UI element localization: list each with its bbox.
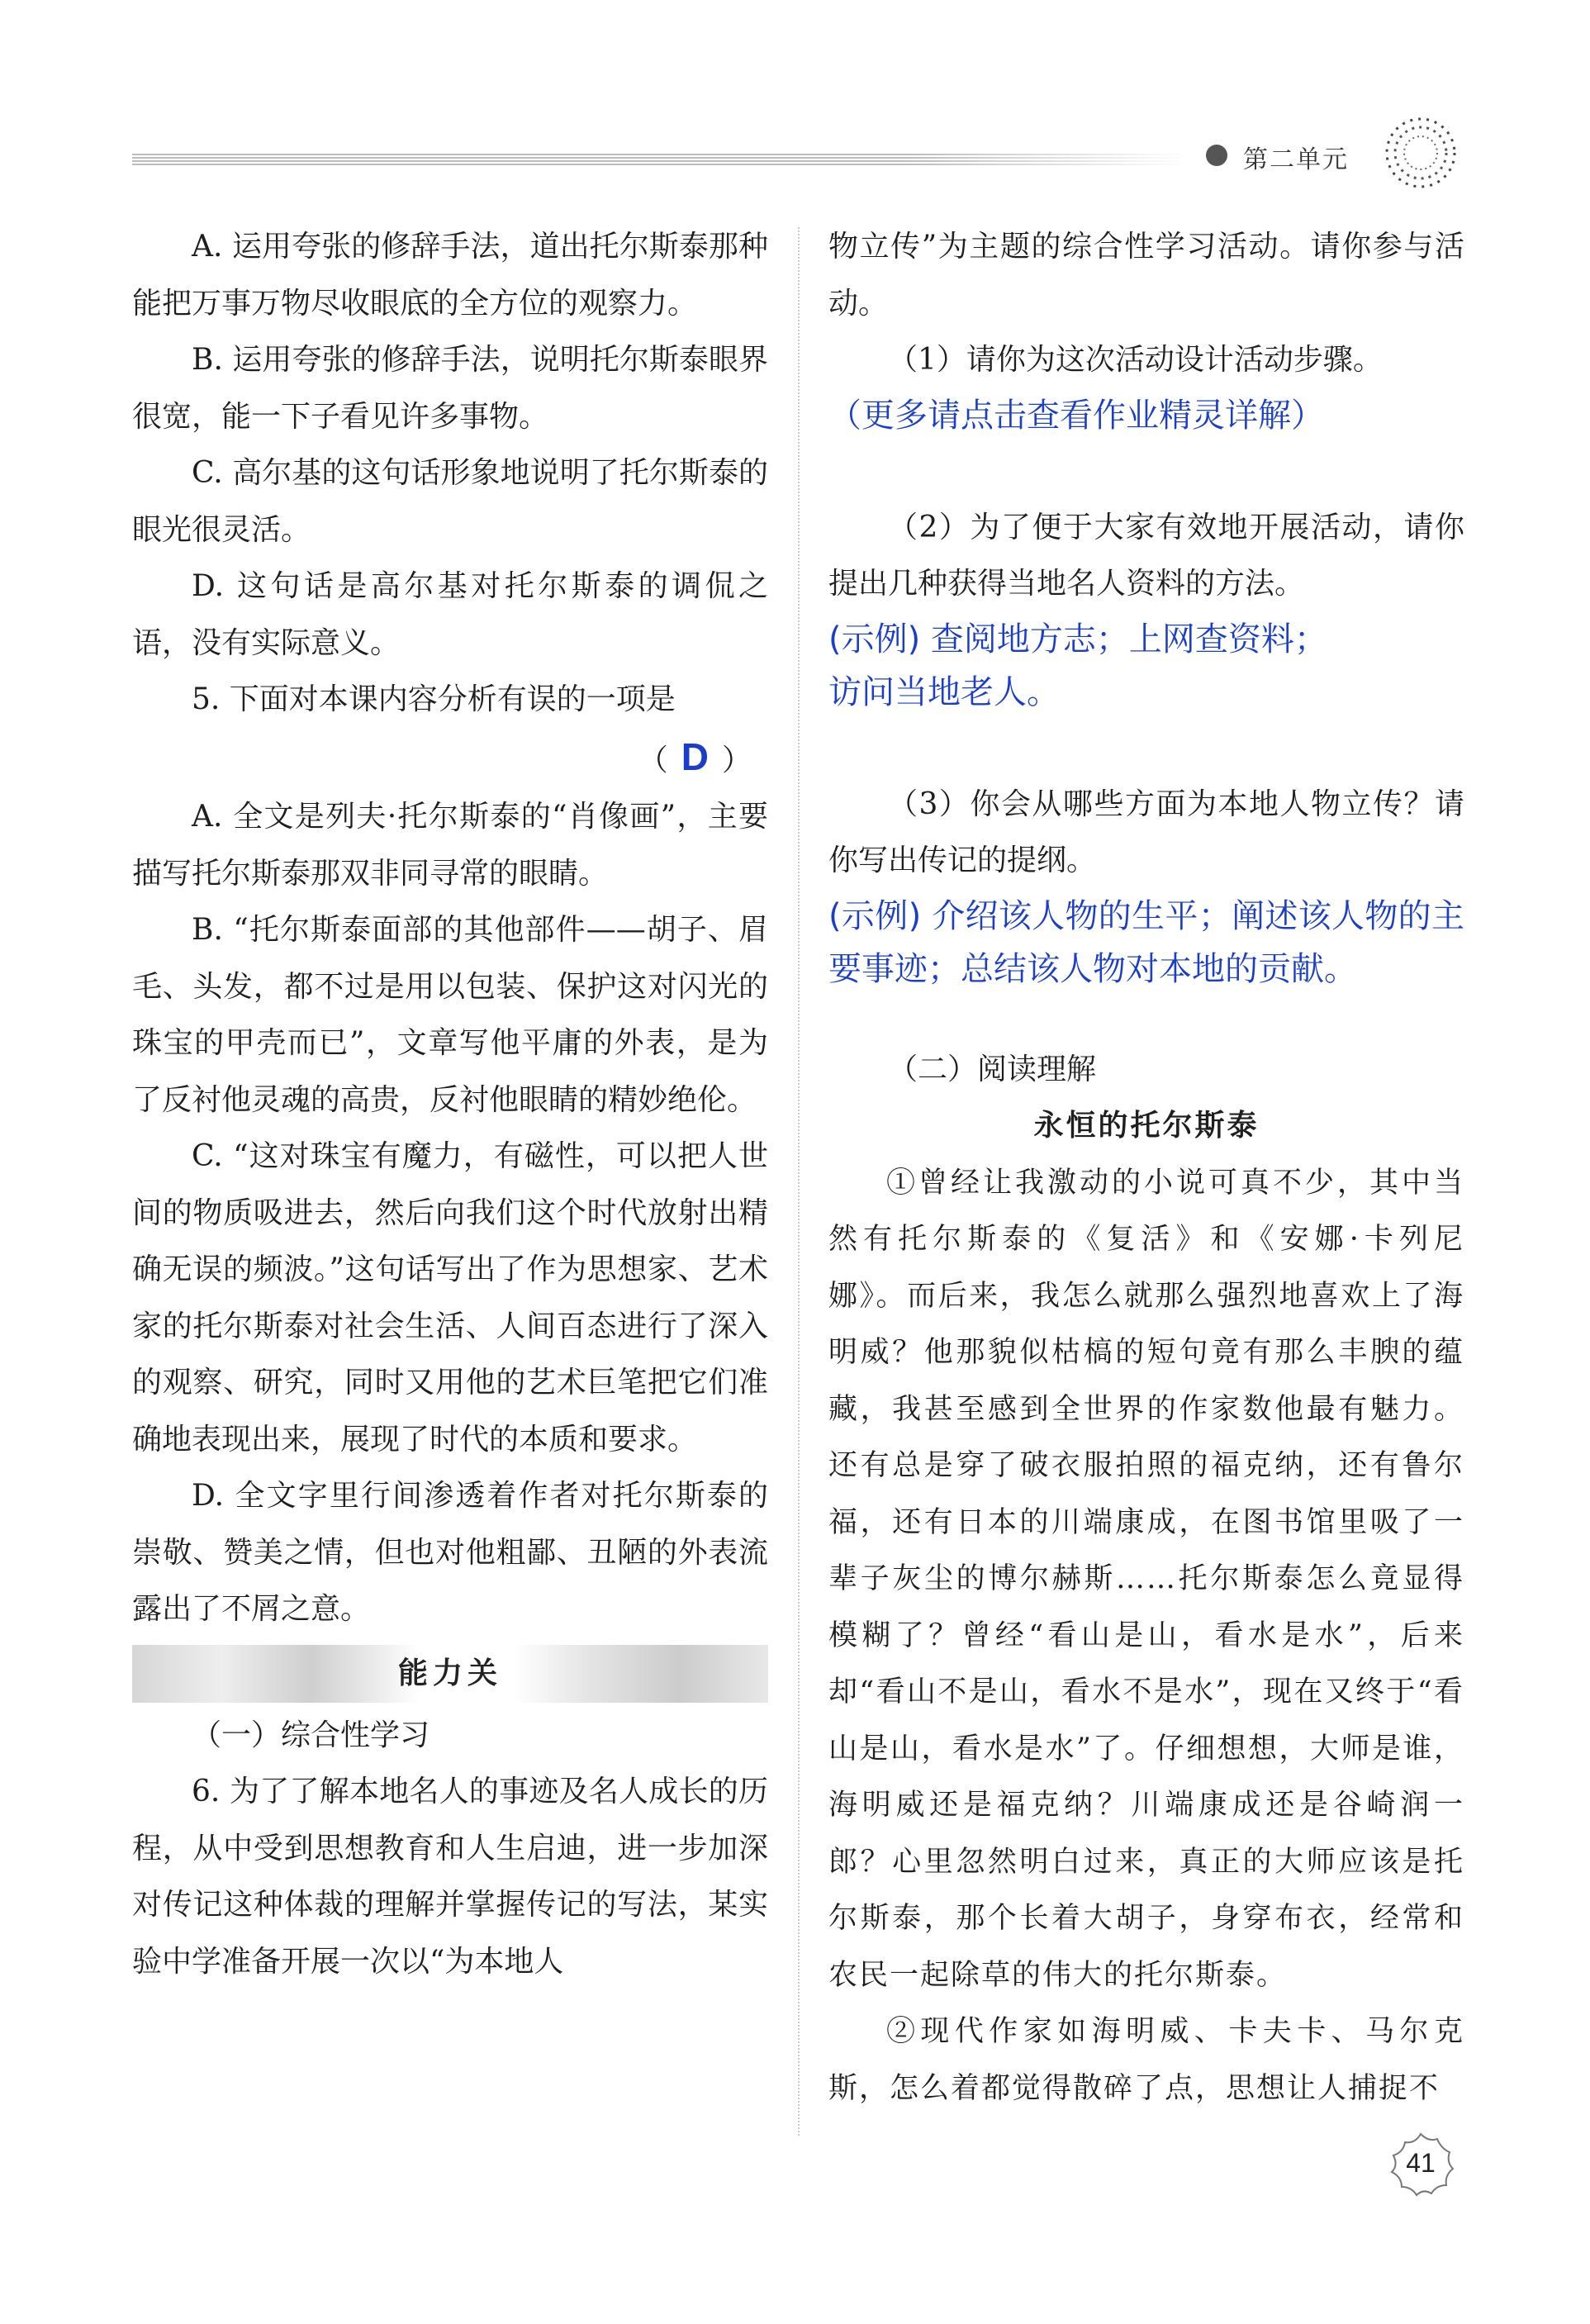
right-column bbox=[828, 219, 1464, 2117]
passage-paragraph-1: ①曾经让我激动的小说可真不少，其中当然有托尔斯泰的《复活》和《安娜·卡列尼娜》。而后来，我怎么就那么强烈地喜欢上了海明威？他那貌似枯槁的短句竟有那么丰腴的蕴藏，我甚至感到全世界的作家数他最有魅力。还有总是穿了破衣服拍照的福克纳，还有鲁尔福，还有日本的川端康成，在图书馆里吸了一辈子灰尘的博尔赫斯……托尔斯泰怎么竟显得模糊了？曾经“看山是山，看水是水”，后来却“看山不是山，看水不是水”，现在又终于“看山是山，看水是水”了。仔细想想，大师是谁，海明威还是福克纳？川端康成还是谷崎润一郎？心里忽然明白过来，真正的大师应该是托尔斯泰，那个长着大胡子，身穿布衣，经常和农民一起除草的伟大的托尔斯泰。 bbox=[828, 1166, 1464, 1992]
q5-option-d: D. 全文字里行间渗透着作者对托尔斯泰的崇敬、赞美之情，但也对他粗鄙、丑陋的外表流露出了不屑之意。 bbox=[132, 1479, 768, 1626]
q5-option-c: C. “这对珠宝有魔力，有磁性，可以把人世间的物质吸进去，然后向我们这个时代放射出精确无误的频波。”这句话写出了作为思想家、艺术家的托尔斯泰对社会生活、人间百态进行了深入的观察、研究，同时又用他的艺术巨笔把它们准确地表现出来，展现了时代的本质和要求。 bbox=[132, 1139, 768, 1457]
q5-paren-open: （ bbox=[638, 743, 668, 777]
q5-answer-slot bbox=[132, 729, 768, 790]
q5-answer: D bbox=[681, 734, 709, 778]
answer-space bbox=[828, 719, 1464, 777]
q6-stem: 6. 为了了解本地名人的事迹及名人成长的历程，从中受到思想教育和人生启迪，进一步加深对传记这种体裁的理解并掌握传记的写法，某实验中学准备开展一次以“为本地人 bbox=[132, 1775, 768, 1979]
left-column bbox=[132, 219, 768, 1990]
unit-bullet-icon bbox=[1206, 145, 1227, 166]
page-number-badge bbox=[1384, 2127, 1458, 2202]
q4-option-d: D. 这句话是高尔基对托尔斯泰的调侃之语，没有实际意义。 bbox=[132, 569, 768, 660]
section-title: 能力关 bbox=[397, 1656, 502, 1690]
subsection-label: （一）综合性学习 bbox=[192, 1718, 430, 1752]
sun-ornament-icon bbox=[1384, 116, 1458, 190]
passage-title: 永恒的托尔斯泰 bbox=[1033, 1109, 1260, 1143]
page-number: 41 bbox=[1406, 2148, 1436, 2178]
column-divider bbox=[798, 227, 800, 2136]
q6-stem-continued: 物立传”为主题的综合性学习活动。请你参与活动。 bbox=[828, 230, 1464, 321]
unit-label: 第二单元 bbox=[1243, 145, 1349, 174]
header-rule-fade bbox=[909, 152, 1189, 165]
answer-space bbox=[828, 996, 1464, 1042]
q4-option-c: C. 高尔基的这句话形象地说明了托尔斯泰的眼光很灵活。 bbox=[132, 456, 768, 547]
q4-option-b: B. 运用夸张的修辞手法，说明托尔斯泰眼界很宽，能一下子看见许多事物。 bbox=[132, 343, 768, 434]
section-banner bbox=[132, 1645, 768, 1703]
passage-paragraph-2: ②现代作家如海明威、卡夫卡、马尔克斯，怎么着都觉得散碎了点，思想让人捕捉不 bbox=[828, 2015, 1464, 2105]
q5-option-b: B. “托尔斯泰面部的其他部件——胡子、眉毛、头发，都不过是用以包装、保护这对闪光的珠宝的甲壳而已”，文章写他平庸的外表，是为了反衬他灵魂的高贵，反衬他眼睛的精妙绝伦。 bbox=[132, 913, 768, 1117]
q6-part-3: （3）你会从哪些方面为本地人物立传？请你写出传记的提纲。 bbox=[828, 787, 1464, 877]
q5-option-a: A. 全文是列夫·托尔斯泰的“肖像画”，主要描写托尔斯泰那双非同寻常的眼睛。 bbox=[132, 800, 768, 891]
answer-space bbox=[828, 442, 1464, 500]
q6-part-2-answer-line2: 访问当地老人。 bbox=[828, 672, 1060, 711]
q6-part-2-answer-line1: (示例) 查阅地方志；上网查资料； bbox=[828, 620, 1327, 658]
q6-part-2: （2）为了便于大家有效地开展活动，请你提出几种获得当地名人资料的方法。 bbox=[828, 510, 1464, 601]
reading-subsection-label: （二）阅读理解 bbox=[888, 1052, 1097, 1086]
q6-part-1: （1）请你为这次活动设计活动步骤。 bbox=[888, 343, 1383, 377]
q6-part-1-answer-link[interactable]: （更多请点击查看作业精灵详解） bbox=[828, 396, 1324, 435]
q4-option-a: A. 运用夸张的修辞手法，道出托尔斯泰那种能把万事万物尽收眼底的全方位的观察力。 bbox=[132, 230, 768, 321]
q6-part-3-answer: (示例) 介绍该人物的生平；阐述该人物的主要事迹；总结该人物对本地的贡献。 bbox=[828, 896, 1464, 988]
q5-stem: 5. 下面对本课内容分析有误的一项是 bbox=[192, 682, 676, 716]
q5-paren-close: ） bbox=[721, 743, 752, 777]
